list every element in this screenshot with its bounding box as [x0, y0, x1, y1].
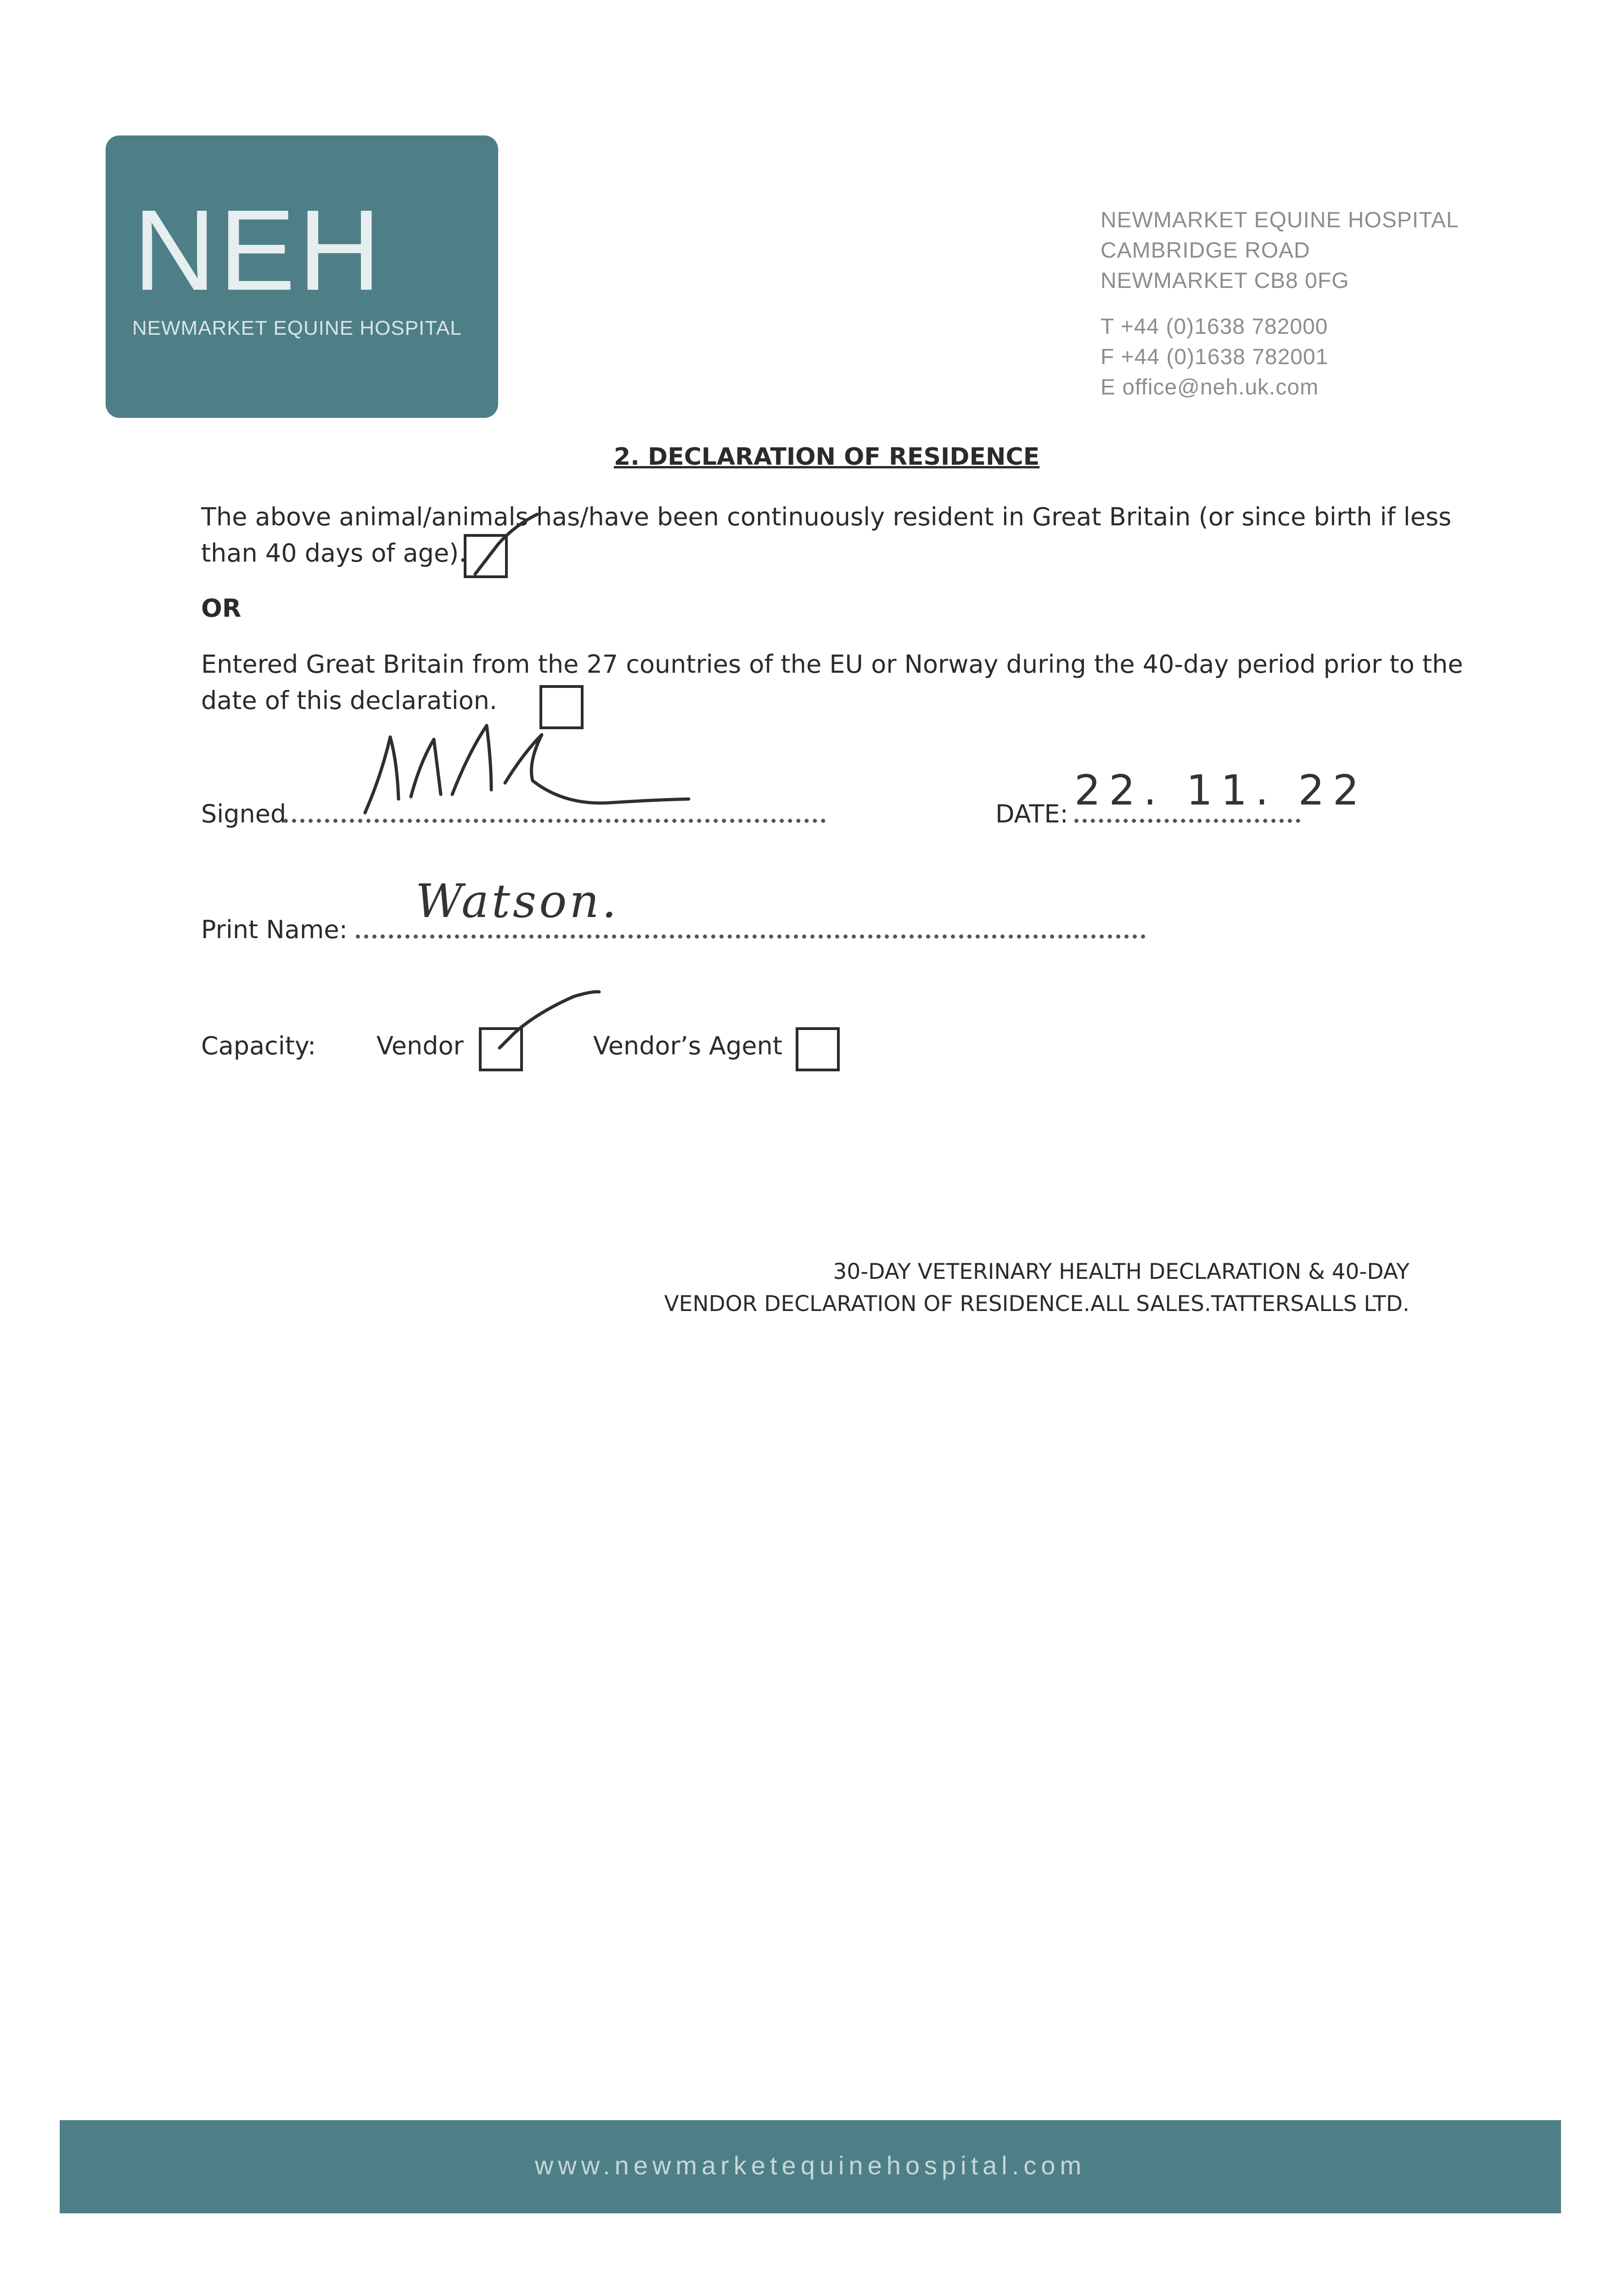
capacity-label: Capacity:	[201, 1031, 316, 1060]
footer-declaration-line2: VENDOR DECLARATION OF RESIDENCE.ALL SALES.TATTERSALLS LTD.	[664, 1291, 1410, 1317]
vendors-agent-label: Vendor’s Agent	[593, 1031, 783, 1060]
fax-number: F +44 (0)1638 782001	[1101, 345, 1329, 369]
address-line-3: NEWMARKET CB8 0FG	[1101, 269, 1349, 293]
website-link[interactable]: www.newmarketequinehospital.com	[534, 2151, 1086, 2180]
date-handwritten: 22. 11. 22	[1074, 766, 1367, 815]
option1-text-line1: The above animal/animals has/have been continuously resident in Great Britain (or since birth if less	[201, 502, 1452, 531]
option1-text-line2: than 40 days of age).	[201, 539, 467, 568]
option2-text-line1: Entered Great Britain from the 27 countries of the EU or Norway during the 40-day period prior to the	[201, 650, 1463, 679]
logo-letters: NEH	[133, 186, 384, 314]
email-address: E office@neh.uk.com	[1101, 375, 1319, 400]
date-line[interactable]	[1074, 819, 1300, 823]
signature-line[interactable]	[284, 819, 826, 823]
section-heading: 2. DECLARATION OF RESIDENCE	[614, 443, 1040, 471]
address-line-2: CAMBRIDGE ROAD	[1101, 238, 1310, 263]
print-name-line[interactable]	[356, 934, 1146, 939]
option1-checkbox[interactable]	[464, 534, 508, 578]
print-name-handwritten: Watson.	[416, 874, 619, 928]
vendor-label: Vendor	[376, 1031, 464, 1060]
logo-subtitle: NEWMARKET EQUINE HOSPITAL	[132, 317, 462, 339]
signature-scribble	[365, 726, 689, 813]
neh-logo	[106, 135, 498, 418]
footer-bar	[60, 2120, 1561, 2213]
address-line-1: NEWMARKET EQUINE HOSPITAL	[1101, 208, 1459, 232]
footer-declaration-line1: 30-DAY VETERINARY HEALTH DECLARATION & 40-DAY	[833, 1259, 1410, 1284]
print-name-label: Print Name:	[201, 915, 348, 944]
or-label: OR	[201, 594, 241, 623]
option2-text-line2: date of this declaration.	[201, 686, 498, 715]
vendors-agent-checkbox[interactable]	[796, 1027, 840, 1071]
date-label: DATE:	[995, 799, 1068, 828]
phone-number: T +44 (0)1638 782000	[1101, 315, 1328, 339]
option2-checkbox[interactable]	[539, 685, 584, 729]
vendor-checkbox[interactable]	[479, 1027, 523, 1071]
signed-label: Signed	[201, 799, 286, 828]
